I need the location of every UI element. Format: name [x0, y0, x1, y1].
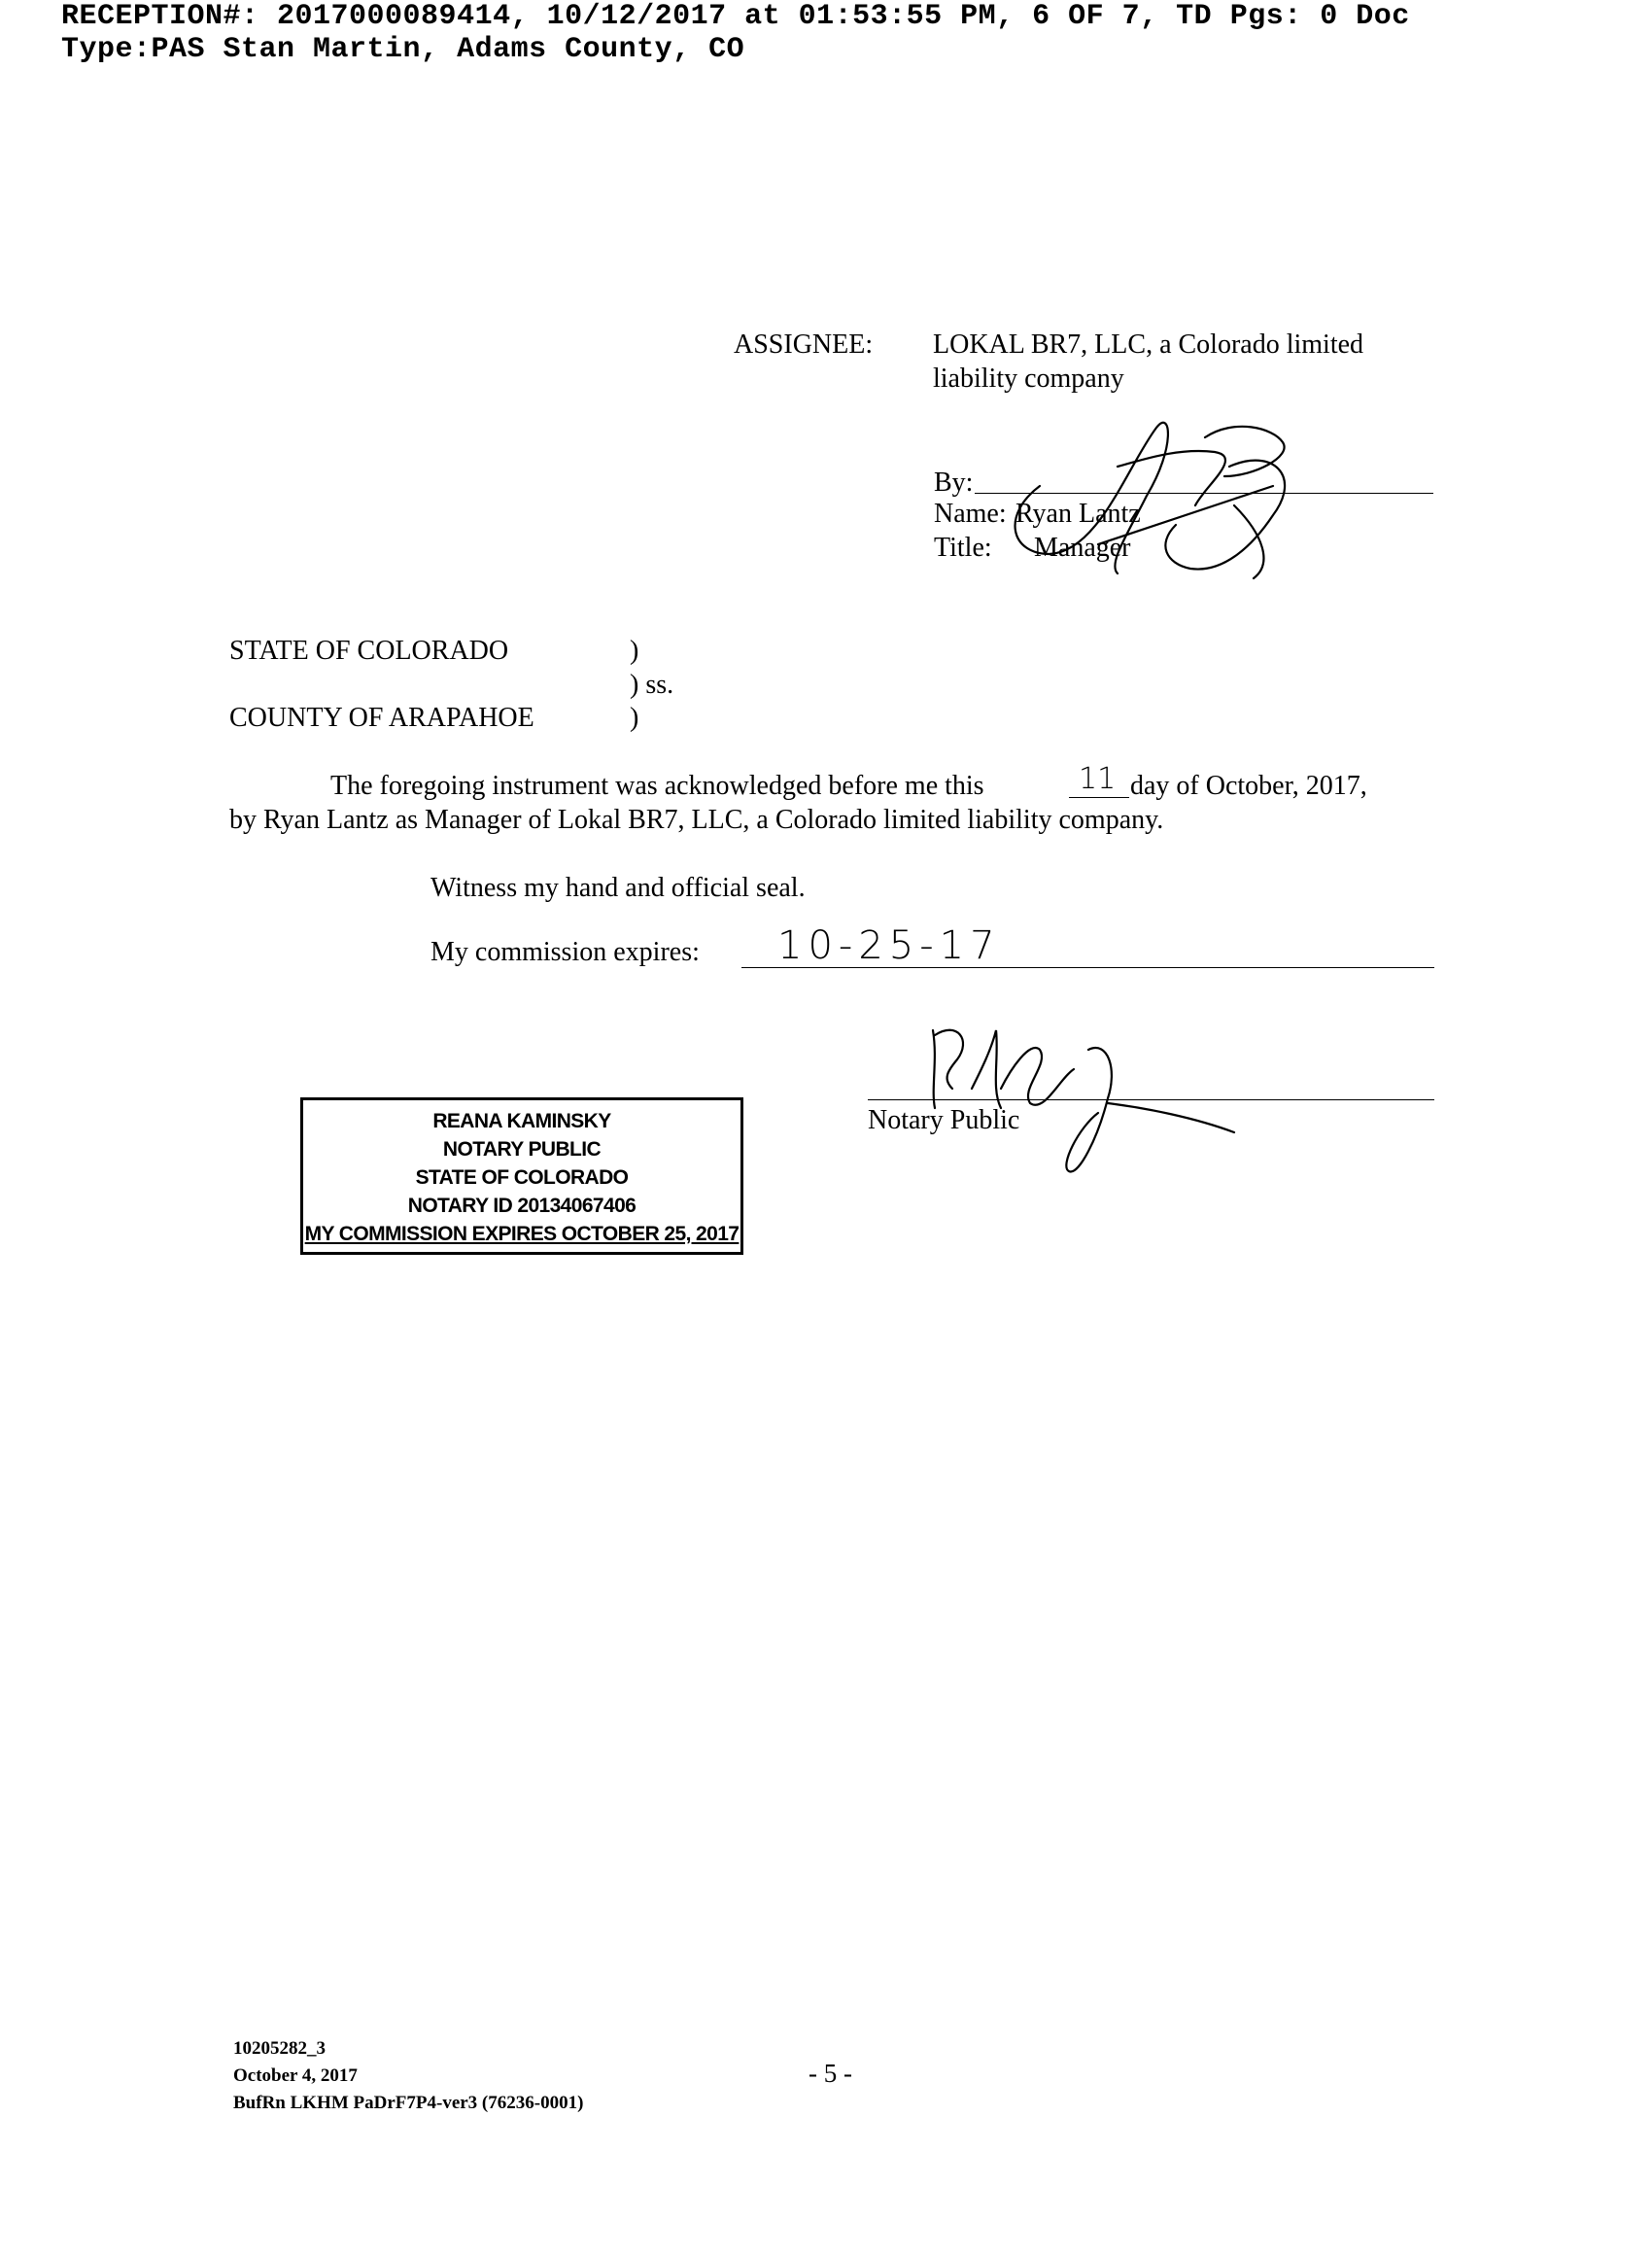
ack-text-before-day: The foregoing instrument was acknowledged before me this — [330, 771, 984, 801]
venue-ss: ) ss. — [630, 670, 674, 700]
assignee-signature — [981, 408, 1351, 593]
page-number: - 5 - — [809, 2059, 852, 2088]
venue-county: COUNTY OF ARAPAHOE — [229, 703, 534, 733]
stamp-line2: NOTARY PUBLIC — [442, 1138, 602, 1161]
name-label: Name: — [934, 499, 1007, 529]
title-value: Manager — [1034, 533, 1131, 563]
assignee-label: ASSIGNEE: — [734, 330, 874, 360]
recording-header — [61, 0, 1410, 66]
footer-doc-id: 10205282_3 — [233, 2038, 326, 2059]
stamp-line5: MY COMMISSION EXPIRES OCTOBER 25, 2017 — [304, 1223, 740, 1245]
assignee-entity-line2: liability company — [933, 364, 1124, 394]
assignee-entity-line1: LOKAL BR7, LLC, a Colorado limited — [933, 330, 1364, 360]
footer-ref: BufRn LKHM PaDrF7P4-ver3 (76236-0001) — [233, 2093, 584, 2113]
venue-state: STATE OF COLORADO — [229, 636, 509, 666]
commission-handwritten: 10-25-17 — [777, 923, 1001, 968]
notary-public-label: Notary Public — [868, 1105, 1020, 1135]
commission-label: My commission expires: — [430, 937, 700, 967]
stamp-line4: NOTARY ID 20134067406 — [407, 1195, 637, 1217]
ack-line2: by Ryan Lantz as Manager of Lokal BR7, LLC, a Colorado limited liability company. — [229, 805, 1164, 835]
venue-paren-top: ) — [630, 636, 639, 666]
by-label: By: — [934, 468, 974, 498]
venue-paren-bottom: ) — [630, 703, 639, 733]
day-blank-line — [1069, 797, 1129, 798]
title-label: Title: — [934, 533, 992, 563]
witness-text: Witness my hand and official seal. — [430, 873, 806, 903]
stamp-line1: REANA KAMINSKY — [432, 1110, 611, 1132]
footer-date: October 4, 2017 — [233, 2065, 358, 2086]
recording-header-line1: RECEPTION#: 2017000089414, 10/12/2017 at 01:53:55 PM, 6 OF 7, TD Pgs: 0 Doc — [61, 0, 1410, 33]
name-value: Ryan Lantz — [1015, 499, 1141, 529]
day-handwritten: 11 — [1079, 762, 1117, 796]
notary-stamp — [300, 1097, 743, 1255]
recording-header-line2: Type:PAS Stan Martin, Adams County, CO — [61, 33, 745, 66]
stamp-line3: STATE OF COLORADO — [415, 1166, 629, 1189]
notary-signature — [913, 1011, 1283, 1186]
ack-text-after-day: day of October, 2017, — [1130, 771, 1367, 801]
